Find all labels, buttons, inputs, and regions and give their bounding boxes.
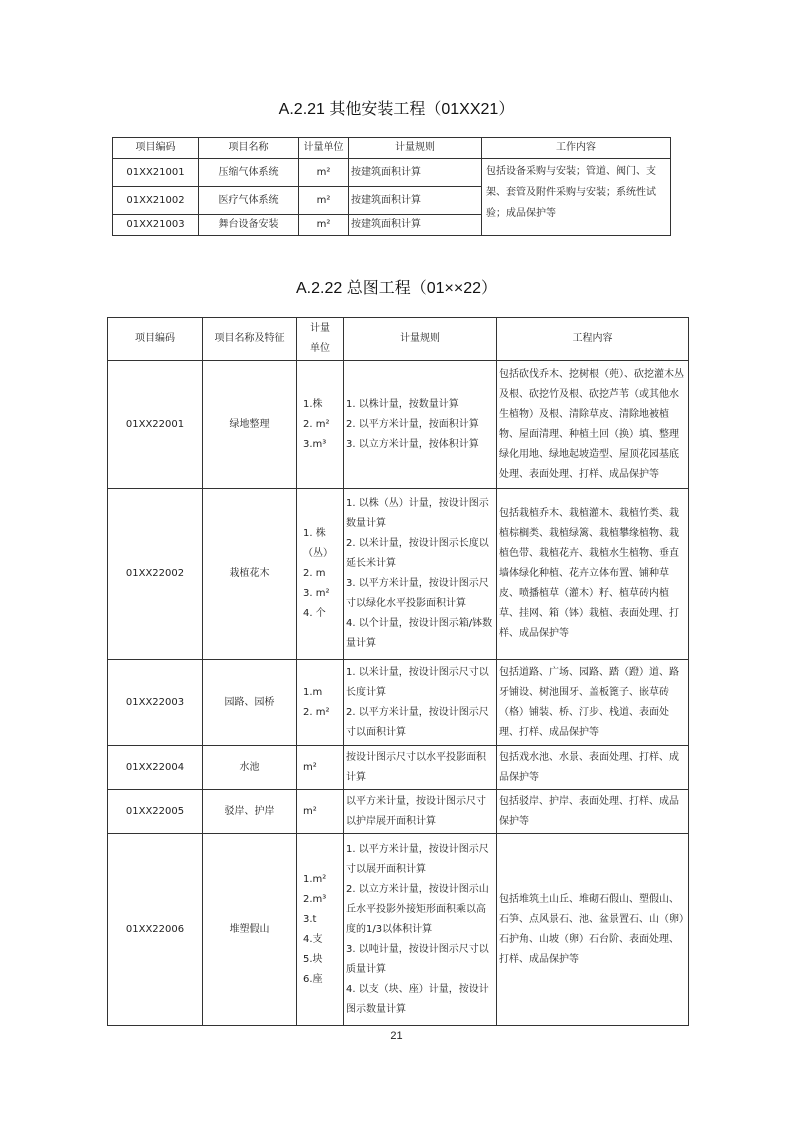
unit-entry: 2. m [303, 568, 326, 579]
rule-entry: 3. 以吨计量，按设计图示尺寸以质量计算 [346, 943, 489, 975]
table-row [108, 746, 689, 790]
item-rules [344, 660, 497, 746]
item-code: 01XX22002 [108, 489, 203, 660]
unit-entry: 3. m² [303, 588, 330, 599]
item-units [297, 834, 344, 1026]
header-rule: 计量规则 [349, 138, 482, 159]
rule-entry: 1. 以米计量，按设计图示尺寸以长度计算 [346, 666, 489, 698]
item-name: 驳岸、护岸 [203, 790, 297, 834]
item-rules [344, 361, 497, 489]
rule-entry: 4. 以个计量，按设计图示箱/钵数量计算 [346, 618, 493, 649]
unit-entry: 2. m² [303, 706, 330, 718]
unit-entry: 3.m³ [303, 438, 327, 450]
unit-entry: 1.株 [303, 398, 323, 410]
item-name: 舞台设备安装 [199, 215, 299, 236]
item-name: 绿地整理 [203, 361, 297, 489]
item-code: 01XX22004 [108, 746, 203, 790]
item-rules [344, 834, 497, 1026]
unit-entry: 4. 个 [303, 608, 326, 619]
rule-entry: 3. 以平方米计量，按设计图示尺寸以绿化水平投影面积计算 [346, 578, 489, 609]
header-name: 项目名称及特征 [203, 318, 297, 361]
item-code: 01XX22001 [108, 361, 203, 489]
general-layout-table [107, 317, 689, 1026]
item-unit: m² [297, 746, 344, 790]
rule-entry: 2. 以平方米计量，按面积计算 [346, 418, 479, 430]
item-code: 01XX22005 [108, 790, 203, 834]
unit-entry: 6.座 [303, 973, 323, 985]
page-number: 21 [390, 1030, 403, 1042]
item-work: 包括堆筑土山丘、堆砌石假山、塑假山、石笋、点风景石、池、盆景置石、山（卵）石护角、山坡（卵）石台阶、表面处理、打样、成品保护等 [497, 834, 689, 1026]
rule-entry: 1. 以株计量，按数量计算 [346, 398, 459, 410]
item-rules [344, 489, 497, 660]
rule-entry: 4. 以支（块、座）计量，按设计图示数量计算 [346, 983, 489, 1015]
item-units [297, 660, 344, 746]
section-title-other-installation: A.2.21 其他安装工程（01XX21） [278, 101, 515, 118]
item-unit: m² [299, 187, 349, 215]
item-work: 包括驳岸、护岸、表面处理、打样、成品保护等 [497, 790, 689, 834]
item-work: 包括砍伐乔木、挖树根（蔸）、砍挖灌木丛及根、砍挖竹及根、砍挖芦苇（或其他水生植物）及根、清除草皮、清除地被植物、屋面清理、种植土回（换）填、整理绿化用地、绿地起坡造型、屋顶花园基底处理、表面处理、打样、成品保护等 [497, 361, 689, 489]
other-installation-table [112, 137, 671, 236]
item-name: 水池 [203, 746, 297, 790]
item-unit: m² [299, 159, 349, 187]
item-code: 01XX21002 [113, 187, 199, 215]
item-units [297, 361, 344, 489]
rule-entry: 2. 以平方米计量，按设计图示尺寸以面积计算 [346, 706, 489, 738]
unit-entry: （丛） [303, 548, 333, 559]
item-rule: 按建筑面积计算 [349, 215, 482, 236]
header-unit-line2: 单位 [310, 343, 330, 354]
unit-entry: 1.m² [303, 873, 327, 885]
table-row [108, 834, 689, 1026]
table-row [108, 489, 689, 660]
unit-entry: 1.m [303, 686, 323, 698]
unit-entry: 2.m³ [303, 893, 327, 905]
header-code: 项目编码 [113, 138, 199, 159]
table-row [113, 159, 671, 187]
item-name: 堆塑假山 [203, 834, 297, 1026]
table-header-row [108, 318, 689, 361]
item-work: 包括道路、广场、园路、踏（蹬）道、路牙铺设、树池围牙、盖板篦子、嵌草砖（格）铺装、桥、汀步、栈道、表面处理、打样、成品保护等 [497, 660, 689, 746]
table-row [108, 361, 689, 489]
item-name: 压缩气体系统 [199, 159, 299, 187]
section-title-general-layout: A.2.22 总图工程（01××22） [296, 280, 497, 297]
header-name: 项目名称 [199, 138, 299, 159]
rule-entry: 3. 以立方米计量，按体积计算 [346, 438, 479, 450]
unit-entry: 4.支 [303, 933, 323, 945]
unit-entry: 2. m² [303, 418, 330, 430]
item-work: 包括戏水池、水景、表面处理、打样、成品保护等 [497, 746, 689, 790]
item-code: 01XX22006 [108, 834, 203, 1026]
item-code: 01XX21001 [113, 159, 199, 187]
rule-entry: 1. 以平方米计量，按设计图示尺寸以展开面积计算 [346, 843, 489, 875]
item-work: 包括设备采购与安装；管道、阀门、支架、套管及附件采购与安装；系统性试验；成品保护等 [482, 159, 671, 236]
item-code: 01XX22003 [108, 660, 203, 746]
rule-entry: 2. 以立方米计量，按设计图示山丘水平投影外接矩形面积乘以高度的1/3以体积计算 [346, 883, 489, 935]
item-rule: 按建筑面积计算 [349, 159, 482, 187]
item-name: 园路、园桥 [203, 660, 297, 746]
item-code: 01XX21003 [113, 215, 199, 236]
item-rule: 按设计图示尺寸以水平投影面积计算 [344, 746, 497, 790]
item-rule: 按建筑面积计算 [349, 187, 482, 215]
table-header-row [113, 138, 671, 159]
rule-entry: 1. 以株（丛）计量，按设计图示数量计算 [346, 498, 489, 529]
item-rule: 以平方米计量，按设计图示尺寸以护岸展开面积计算 [344, 790, 497, 834]
header-work: 工作内容 [482, 138, 671, 159]
unit-entry: 1. 株 [303, 528, 326, 539]
item-work: 包括栽植乔木、栽植灌木、栽植竹类、栽植棕榈类、栽植绿篱、栽植攀缘植物、栽植色带、栽植花卉、栽植水生植物、垂直墙体绿化种植、花卉立体布置、铺种草皮、喷播植草（灌木）籽、植草砖内植草、挂网、箱（钵）栽植、表面处理、打样、成品保护等 [497, 489, 689, 660]
item-name: 医疗气体系统 [199, 187, 299, 215]
item-unit: m² [297, 790, 344, 834]
header-code: 项目编码 [108, 318, 203, 361]
header-unit-line1: 计量 [310, 323, 330, 334]
unit-entry: 5.块 [303, 953, 323, 965]
rule-entry: 2. 以米计量，按设计图示长度以延长米计算 [346, 538, 489, 569]
item-name: 栽植花木 [203, 489, 297, 660]
table-row [108, 660, 689, 746]
header-unit [297, 318, 344, 361]
header-work: 工程内容 [497, 318, 689, 361]
unit-entry: 3.t [303, 913, 317, 925]
item-units [297, 489, 344, 660]
table-row [108, 790, 689, 834]
header-rule: 计量规则 [344, 318, 497, 361]
item-unit: m² [299, 215, 349, 236]
header-unit: 计量单位 [299, 138, 349, 159]
